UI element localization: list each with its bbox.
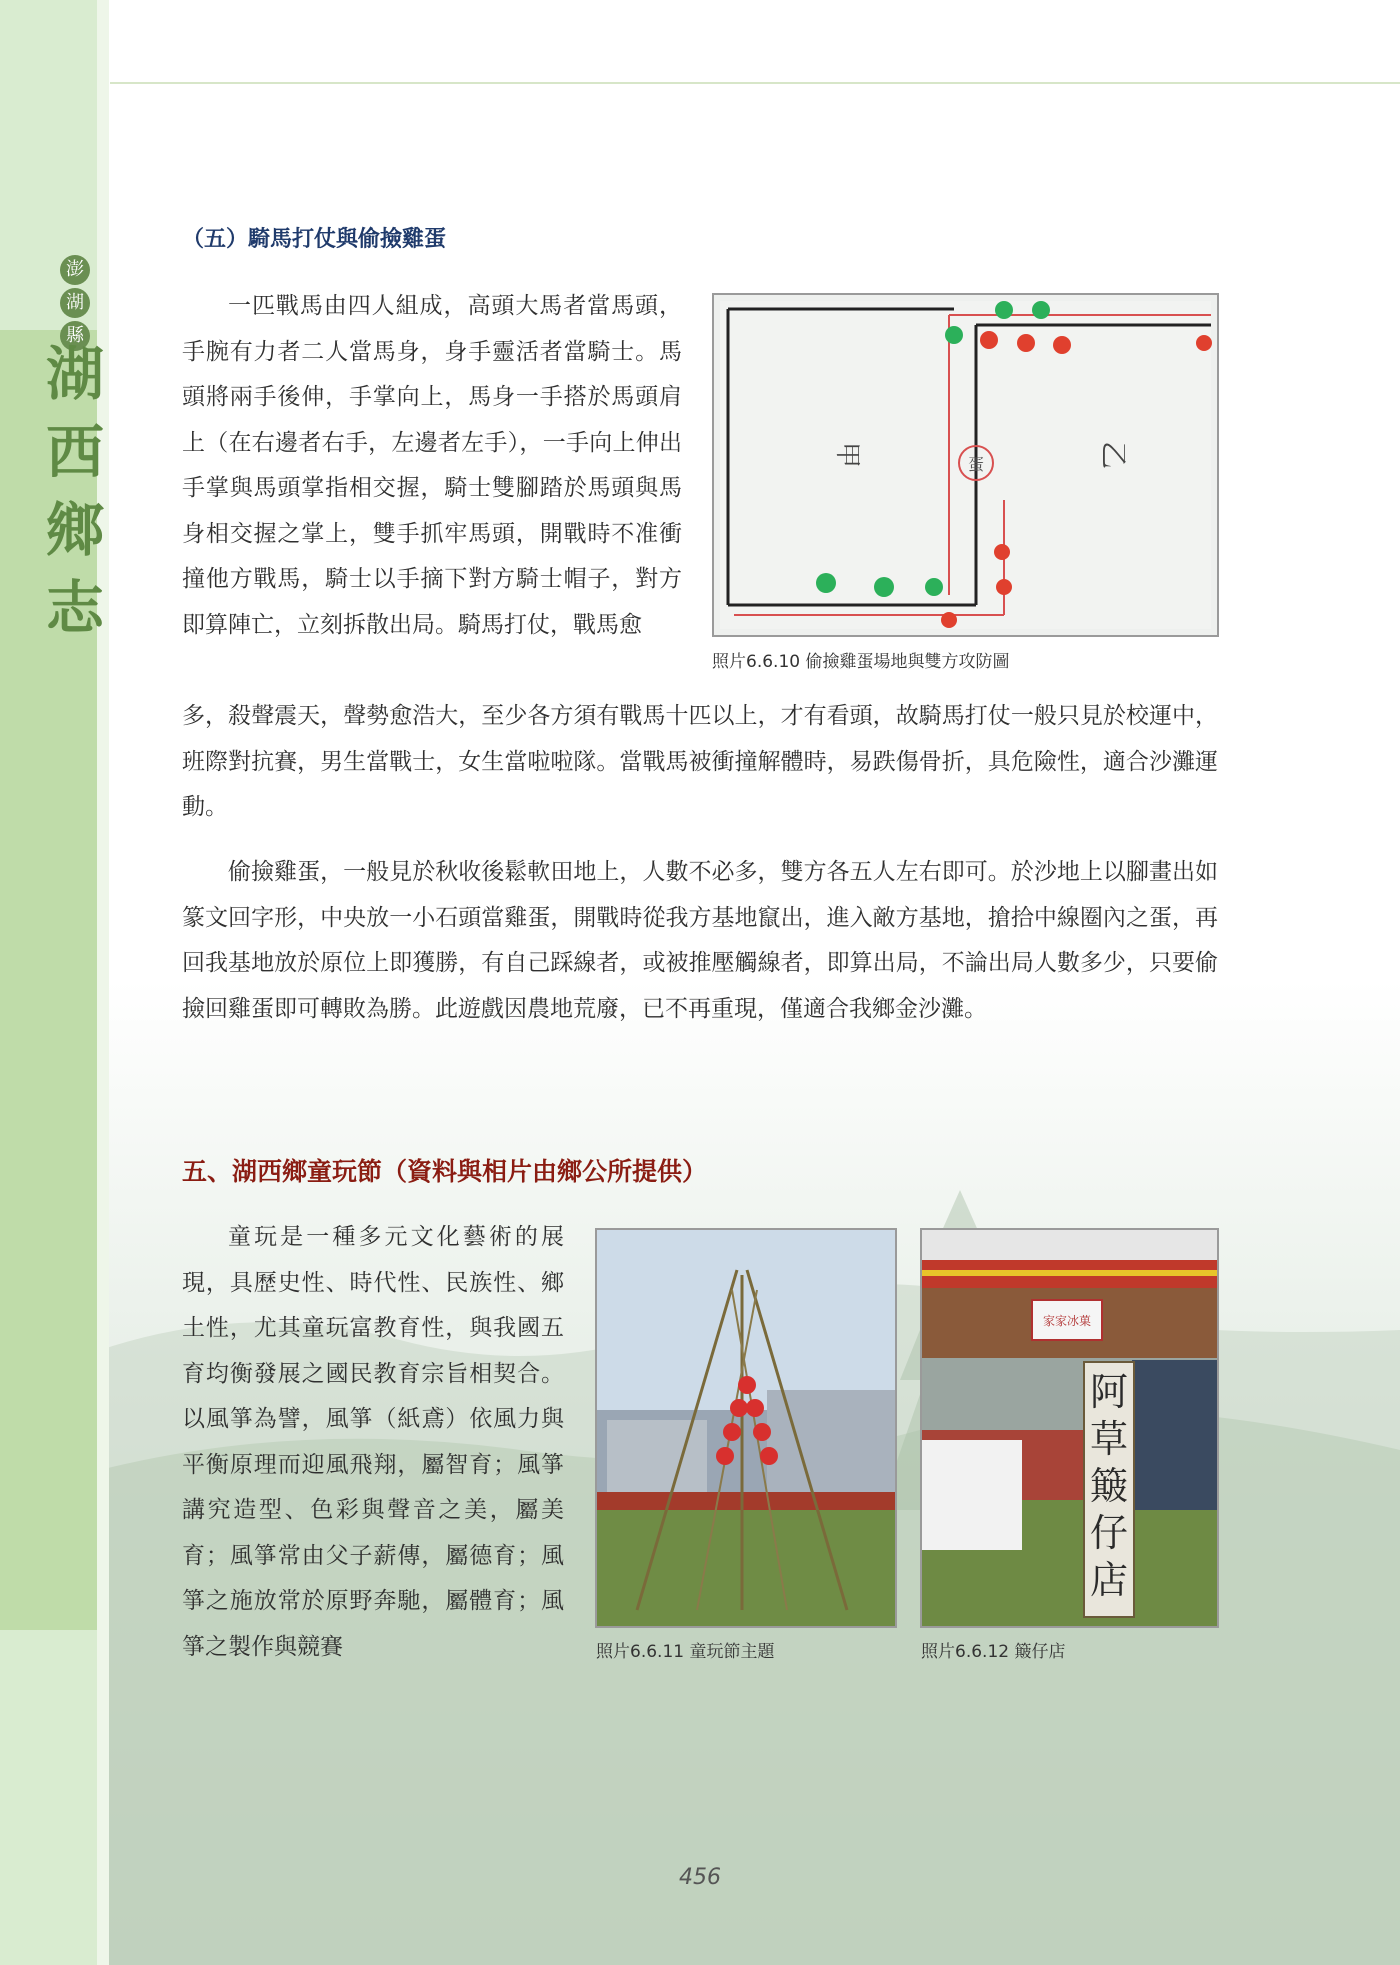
booth-sign: 家家冰菓 bbox=[1042, 1314, 1092, 1328]
title-char: 鄉 bbox=[45, 496, 104, 564]
side-b-label: 乙 bbox=[1097, 440, 1130, 470]
sign-char: 店 bbox=[1089, 1558, 1129, 1602]
seal-char-3: 縣 bbox=[60, 321, 90, 351]
egg-label: 蛋 bbox=[967, 455, 985, 474]
side-a-label: 甲 bbox=[832, 441, 862, 469]
paragraph-1-continued: 多，殺聲震天，聲勢愈浩大，至少各方須有戰馬十匹以上，才有看頭，故騎馬打仗一般只見於校運中，班際對抗賽，男生當戰士，女生當啦啦隊。當戰馬被衝撞解體時，易跌傷骨折，具危險性，適合沙灘運動。 bbox=[182, 703, 1218, 820]
sign-char: 仔 bbox=[1089, 1511, 1129, 1555]
sign-char: 簸 bbox=[1089, 1464, 1129, 1508]
title-char: 湖 bbox=[45, 340, 104, 408]
paragraph-3: 童玩是一種多元文化藝術的展現，具歷史性、時代性、民族性、鄉土性，尤其童玩富教育性，與我國五育均衡發展之國民教育宗旨相契合。以風箏為譬，風箏（紙鳶）依風力與平衡原理而迎風飛翔，屬智育；風箏講究造型、色彩與聲音之美，屬美育；風箏常由父子薪傳，屬德育；風箏之施放常於原野奔馳，屬體育；風箏之製作與競賽 bbox=[182, 1224, 564, 1660]
vertical-book-title bbox=[35, 335, 115, 647]
section-heading: 五、湖西鄉童玩節（資料與相片由鄉公所提供） bbox=[182, 1157, 708, 1186]
photo-shop-booth bbox=[920, 1228, 1219, 1628]
sign-char: 草 bbox=[1089, 1417, 1129, 1461]
sign-char: 阿 bbox=[1089, 1370, 1129, 1414]
paragraph-1-wrapped: 一匹戰馬由四人組成，高頭大馬者當馬頭，手腕有力者二人當馬身，身手靈活者當騎士。馬頭將兩手後伸，手掌向上，馬身一手搭於馬頭肩上（在右邊者右手，左邊者左手），一手向上伸出手掌與馬頭掌指相交握，騎士雙腳踏於馬頭與馬身相交握之掌上，雙手抓牢馬頭，開戰時不准衝撞他方戰馬，騎士以手摘下對方騎士帽子，對方即算陣亡，立刻拆散出局。騎馬打仗，戰馬愈 bbox=[182, 293, 682, 638]
game-field-diagram bbox=[714, 295, 1217, 635]
photo-1-caption: 照片6.6.10 偷撿雞蛋場地與雙方攻防圖 bbox=[712, 652, 1010, 672]
photo-2-caption: 照片6.6.11 童玩節主題 bbox=[596, 1642, 775, 1662]
seal-char-2: 湖 bbox=[60, 288, 90, 318]
header-rule bbox=[110, 82, 1400, 84]
title-char: 西 bbox=[45, 418, 104, 486]
festival-theme-image bbox=[597, 1230, 895, 1626]
paragraph-2: 偷撿雞蛋，一般見於秋收後鬆軟田地上，人數不必多，雙方各五人左右即可。於沙地上以腳畫出如篆文回字形，中央放一小石頭當雞蛋，開戰時從我方基地竄出，進入敵方基地，搶拾中線圈內之蛋，再回我基地放於原位上即獲勝，有自己踩線者，或被推壓觸線者，即算出局，不論出局人數多少，只要偷撿回雞蛋即可轉敗為勝。此遊戲因農地荒廢，已不再重現，僅適合我鄉金沙灘。 bbox=[182, 859, 1218, 1022]
seal-char-1: 澎 bbox=[60, 255, 90, 285]
subsection-heading: （五）騎馬打仗與偷撿雞蛋 bbox=[182, 226, 447, 252]
photo-3-caption: 照片6.6.12 簸仔店 bbox=[921, 1642, 1066, 1662]
photo-game-diagram bbox=[712, 293, 1219, 637]
title-char: 志 bbox=[45, 574, 104, 642]
sidebar-edge bbox=[97, 0, 109, 1965]
page-number: 456 bbox=[679, 1865, 721, 1890]
photo-festival-theme bbox=[595, 1228, 897, 1628]
shop-booth-image bbox=[922, 1230, 1217, 1626]
